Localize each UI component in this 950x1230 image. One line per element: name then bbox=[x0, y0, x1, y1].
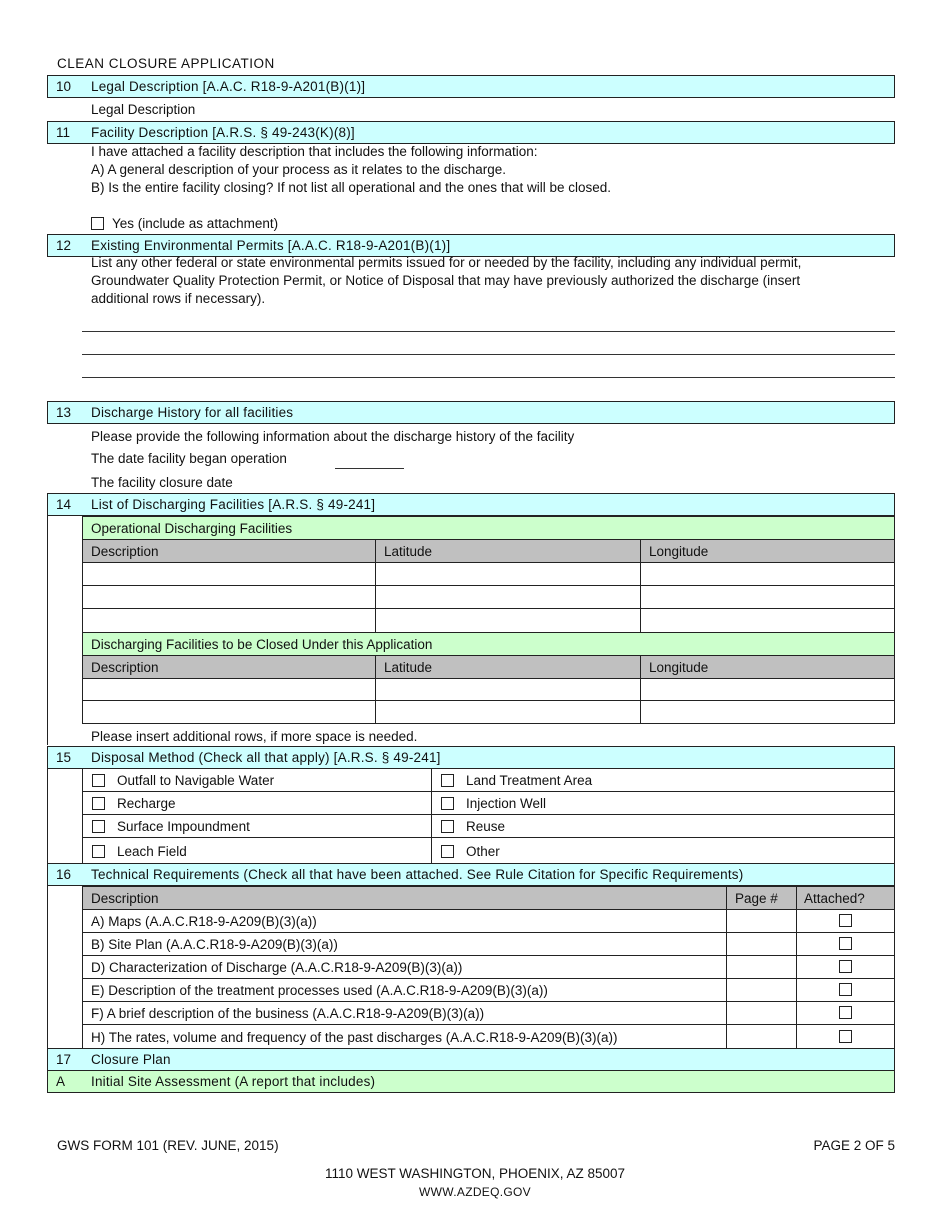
section-title: Disposal Method (Check all that apply) [A.R.S. § 49-241] bbox=[91, 750, 441, 765]
column-attached: Attached? bbox=[796, 886, 895, 910]
section-title: Facility Description [A.R.S. § 49-243(K)(8)] bbox=[91, 125, 355, 140]
requirement-attached-cell bbox=[796, 978, 895, 1002]
closed-latitude-cell[interactable] bbox=[375, 700, 641, 724]
column-latitude: Latitude bbox=[375, 655, 641, 679]
closure-date-label: The facility closure date bbox=[91, 475, 233, 490]
requirement-attached-cell bbox=[796, 932, 895, 956]
permits-text-line-3: additional rows if necessary). bbox=[91, 291, 266, 306]
requirement-page-cell[interactable] bbox=[726, 932, 797, 956]
operational-longitude-cell[interactable] bbox=[640, 562, 895, 586]
footer-address: 1110 WEST WASHINGTON, PHOENIX, AZ 85007 bbox=[324, 1166, 626, 1181]
checkbox[interactable] bbox=[92, 797, 105, 810]
additional-rows-note: Please insert additional rows, if more space is needed. bbox=[91, 729, 418, 744]
disposal-option-label: Injection Well bbox=[466, 796, 547, 811]
section-17a-header bbox=[47, 1070, 895, 1093]
attached-checkbox[interactable] bbox=[839, 983, 852, 996]
yes-checkbox-label: Yes (include as attachment) bbox=[112, 216, 279, 231]
requirement-description: E) Description of the treatment processes used (A.A.C.R18-9-A209(B)(3)(a)) bbox=[82, 978, 727, 1002]
section-title: Discharge History for all facilities bbox=[91, 405, 294, 420]
facility-yes-option bbox=[91, 215, 278, 233]
checkbox[interactable] bbox=[92, 774, 105, 787]
closed-latitude-cell[interactable] bbox=[375, 678, 641, 701]
closed-facilities-title: Discharging Facilities to be Closed Under this Application bbox=[82, 632, 895, 656]
permits-text-line-1: List any other federal or state environmental permits issued for or needed by the facility, including any individual permit, bbox=[91, 255, 802, 270]
checkbox[interactable] bbox=[92, 845, 105, 858]
subsection-letter: A bbox=[56, 1074, 66, 1089]
permit-entry-line[interactable] bbox=[82, 377, 895, 378]
operational-facilities-title: Operational Discharging Facilities bbox=[82, 516, 895, 540]
section-11-header bbox=[47, 121, 895, 144]
section-10-header bbox=[47, 75, 895, 98]
section-title: Existing Environmental Permits [A.A.C. R18-9-A201(B)(1)] bbox=[91, 238, 451, 253]
disposal-option-label: Recharge bbox=[117, 796, 176, 811]
requirement-page-cell[interactable] bbox=[726, 955, 797, 979]
section-number: 15 bbox=[56, 750, 72, 765]
operational-description-cell[interactable] bbox=[82, 562, 376, 586]
section-number: 12 bbox=[56, 238, 72, 253]
form-header-title: CLEAN CLOSURE APPLICATION bbox=[57, 56, 275, 71]
column-latitude: Latitude bbox=[375, 539, 641, 563]
requirement-attached-cell bbox=[796, 1024, 895, 1049]
disposal-option[interactable] bbox=[431, 791, 895, 815]
operational-description-cell[interactable] bbox=[82, 608, 376, 633]
section-number: 13 bbox=[56, 405, 72, 420]
attached-checkbox[interactable] bbox=[839, 914, 852, 927]
section-title: Technical Requirements (Check all that have been attached. See Rule Citation for Specific Requirements) bbox=[91, 867, 744, 882]
closed-longitude-cell[interactable] bbox=[640, 700, 895, 724]
requirement-description: A) Maps (A.A.C.R18-9-A209(B)(3)(a)) bbox=[82, 909, 727, 933]
disposal-option[interactable] bbox=[431, 768, 895, 792]
requirement-description: D) Characterization of Discharge (A.A.C.R18-9-A209(B)(3)(a)) bbox=[82, 955, 727, 979]
operational-description-cell[interactable] bbox=[82, 585, 376, 609]
operational-latitude-cell[interactable] bbox=[375, 562, 641, 586]
began-operation-label: The date facility began operation bbox=[91, 451, 287, 466]
disposal-option[interactable] bbox=[82, 791, 432, 815]
permit-entry-line[interactable] bbox=[82, 331, 895, 332]
facility-intro-text: I have attached a facility description that includes the following information: bbox=[91, 144, 538, 159]
section-17-header bbox=[47, 1048, 895, 1071]
column-longitude: Longitude bbox=[640, 539, 895, 563]
section-15-margin bbox=[47, 768, 83, 864]
began-operation-field[interactable] bbox=[335, 468, 404, 469]
column-page-number: Page # bbox=[726, 886, 797, 910]
section-title: List of Discharging Facilities [A.R.S. § 49-241] bbox=[91, 497, 376, 512]
disposal-option-label: Other bbox=[466, 844, 500, 859]
requirement-attached-cell bbox=[796, 1001, 895, 1025]
requirement-description: H) The rates, volume and frequency of the past discharges (A.A.C.R18-9-A209(B)(3)(a)) bbox=[82, 1024, 727, 1049]
attached-checkbox[interactable] bbox=[839, 960, 852, 973]
operational-longitude-cell[interactable] bbox=[640, 585, 895, 609]
requirement-page-cell[interactable] bbox=[726, 909, 797, 933]
operational-latitude-cell[interactable] bbox=[375, 608, 641, 633]
disposal-option-label: Outfall to Navigable Water bbox=[117, 773, 275, 788]
page-number: PAGE 2 OF 5 bbox=[813, 1138, 895, 1153]
disposal-option[interactable] bbox=[431, 814, 895, 838]
section-number: 11 bbox=[56, 125, 71, 140]
disposal-option-label: Leach Field bbox=[117, 844, 187, 859]
closed-description-cell[interactable] bbox=[82, 678, 376, 701]
disposal-option-label: Land Treatment Area bbox=[466, 773, 593, 788]
closed-longitude-cell[interactable] bbox=[640, 678, 895, 701]
disposal-option-label: Reuse bbox=[466, 819, 506, 834]
requirement-page-cell[interactable] bbox=[726, 1024, 797, 1049]
operational-longitude-cell[interactable] bbox=[640, 608, 895, 633]
subsection-title: Initial Site Assessment (A report that includes) bbox=[91, 1074, 376, 1089]
legal-description-label: Legal Description bbox=[91, 102, 196, 117]
permit-entry-line[interactable] bbox=[82, 354, 895, 355]
section-16-margin bbox=[47, 886, 83, 1048]
attached-checkbox[interactable] bbox=[839, 1006, 852, 1019]
operational-latitude-cell[interactable] bbox=[375, 585, 641, 609]
checkbox[interactable] bbox=[441, 845, 454, 858]
checkbox[interactable] bbox=[441, 797, 454, 810]
requirement-attached-cell bbox=[796, 955, 895, 979]
form-number: GWS FORM 101 (REV. JUNE, 2015) bbox=[57, 1138, 279, 1153]
closed-description-cell[interactable] bbox=[82, 700, 376, 724]
requirement-attached-cell bbox=[796, 909, 895, 933]
section-14-header bbox=[47, 493, 895, 516]
section-number: 16 bbox=[56, 867, 72, 882]
checkbox[interactable] bbox=[441, 820, 454, 833]
column-description: Description bbox=[82, 886, 727, 910]
discharge-history-intro: Please provide the following information about the discharge history of the facility bbox=[91, 429, 575, 444]
attached-checkbox[interactable] bbox=[839, 937, 852, 950]
footer-website[interactable]: WWW.AZDEQ.GOV bbox=[419, 1185, 531, 1199]
section-15-header bbox=[47, 746, 895, 769]
requirement-description: B) Site Plan (A.A.C.R18-9-A209(B)(3)(a)) bbox=[82, 932, 727, 956]
section-title: Closure Plan bbox=[91, 1052, 171, 1067]
section-number: 17 bbox=[56, 1052, 72, 1067]
checkbox[interactable] bbox=[92, 820, 105, 833]
disposal-option[interactable] bbox=[82, 768, 432, 792]
permits-text-line-2: Groundwater Quality Protection Permit, or Notice of Disposal that may have previously authorized the discharge (insert bbox=[91, 273, 801, 288]
facility-item-b: B) Is the entire facility closing? If not list all operational and the ones that will be closed. bbox=[91, 180, 612, 195]
requirement-page-cell[interactable] bbox=[726, 1001, 797, 1025]
section-14-margin bbox=[47, 516, 83, 745]
disposal-option[interactable] bbox=[82, 814, 432, 838]
disposal-option[interactable] bbox=[82, 837, 432, 864]
checkbox[interactable] bbox=[441, 774, 454, 787]
section-title: Legal Description [A.A.C. R18-9-A201(B)(1)] bbox=[91, 79, 366, 94]
section-16-header bbox=[47, 863, 895, 886]
attached-checkbox[interactable] bbox=[839, 1030, 852, 1043]
requirement-description: F) A brief description of the business (A.A.C.R18-9-A209(B)(3)(a)) bbox=[82, 1001, 727, 1025]
facility-item-a: A) A general description of your process as it relates to the discharge. bbox=[91, 162, 506, 177]
disposal-option[interactable] bbox=[431, 837, 895, 864]
column-description: Description bbox=[82, 655, 376, 679]
section-number: 14 bbox=[56, 497, 72, 512]
requirement-page-cell[interactable] bbox=[726, 978, 797, 1002]
disposal-option-label: Surface Impoundment bbox=[117, 819, 250, 834]
section-number: 10 bbox=[56, 79, 72, 94]
section-13-header bbox=[47, 401, 895, 424]
column-description: Description bbox=[82, 539, 376, 563]
column-longitude: Longitude bbox=[640, 655, 895, 679]
yes-checkbox[interactable] bbox=[91, 217, 104, 230]
